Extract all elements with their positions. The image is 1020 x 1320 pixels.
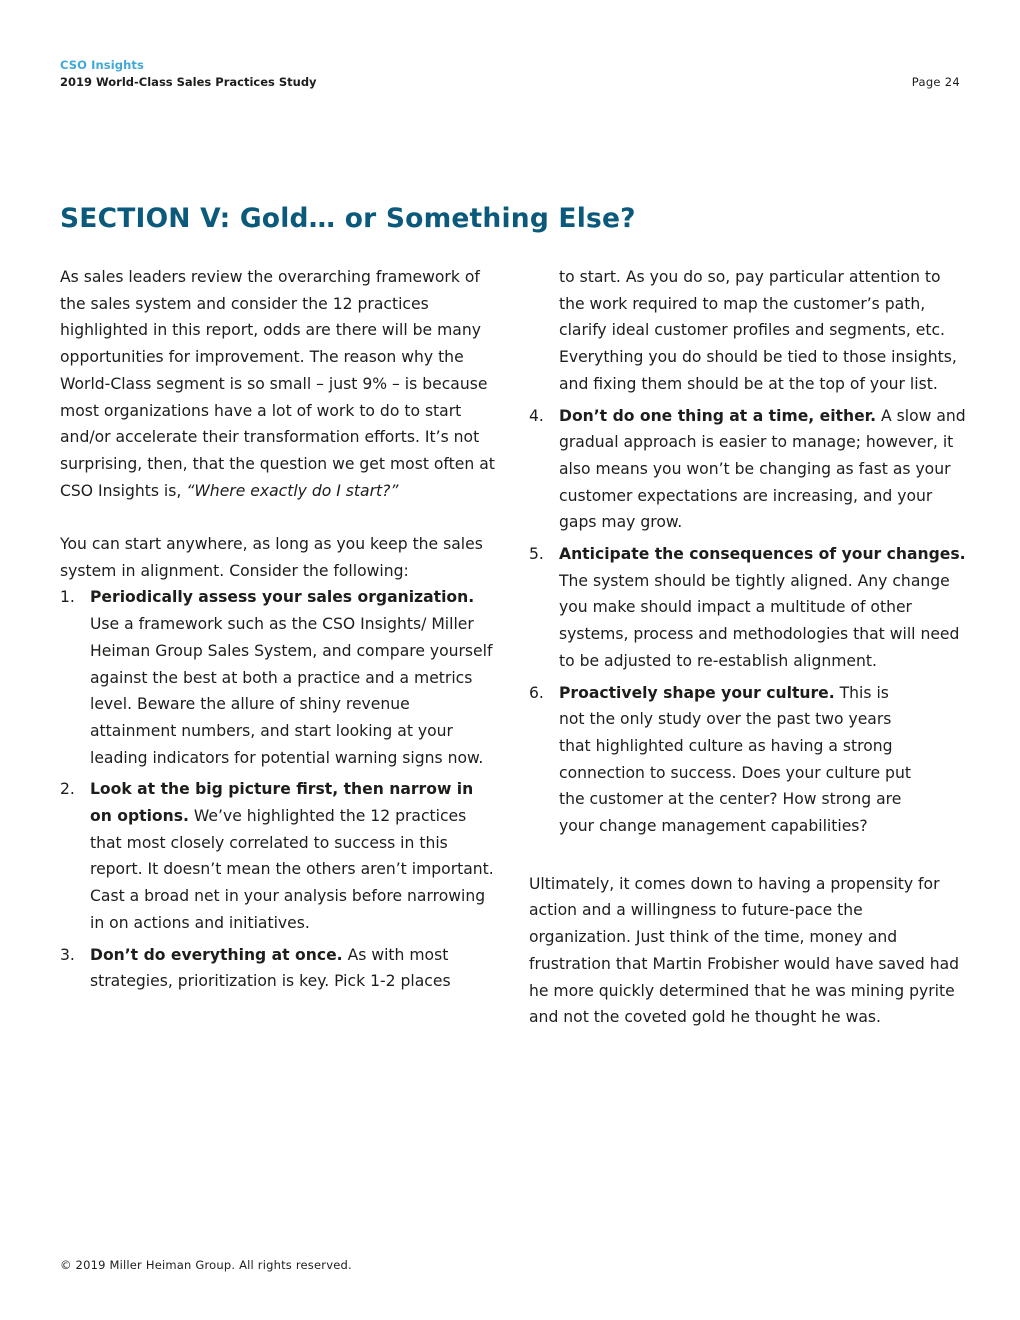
list-item-title: Anticipate the consequences of your changes. [559, 545, 966, 564]
list-item-title: Don’t do everything at once. [90, 945, 343, 964]
list-item-4 [529, 403, 969, 537]
section-title: SECTION V: Gold… or Something Else? [60, 203, 636, 234]
list-item-1 [60, 584, 500, 771]
list-item-3 [60, 942, 500, 995]
list-item-title: Proactively shape your culture. [559, 683, 835, 702]
list-item-body [90, 942, 500, 995]
study-title: 2019 World-Class Sales Practices Study [60, 75, 317, 89]
list-item-text: As with most strategies, prioritization is key. Pick 1-2 places [90, 945, 451, 991]
list-number: 4. [529, 406, 544, 425]
list-number: 3. [60, 945, 75, 964]
left-column [60, 264, 500, 995]
intro-quote: “Where exactly do I start?” [186, 481, 399, 500]
list-number: 1. [60, 588, 75, 607]
list-item-text: This is not the only study over the past two years that highlighted culture as having a strong connection to success. Does your culture put the customer at the center? How strong are your change management capabilities? [559, 683, 911, 836]
list-item-2 [60, 776, 500, 936]
list-number: 5. [529, 545, 544, 564]
list-item-body [90, 584, 500, 771]
lead-in-paragraph: You can start anywhere, as long as you keep the sales system in alignment. Consider the following: [60, 535, 483, 580]
brand-name: CSO Insights [60, 58, 144, 72]
list-item-6 [529, 680, 969, 840]
list-item-text: We’ve highlighted the 12 practices that most closely correlated to success in this report. It doesn’t mean the others aren’t important. Cast a broad net in your analysis before narrowing in on actions and initiatives. [90, 807, 494, 932]
list-number: 6. [529, 683, 544, 702]
list-item-title: Look at the big picture first, then narrow in on options. [90, 780, 474, 826]
list-item-title: Periodically assess your sales organization. [90, 588, 475, 607]
list-item-body [559, 541, 969, 675]
closing-paragraph: Ultimately, it comes down to having a propensity for action and a willingness to future-pace the organization. Just think of the time, money and frustration that Martin Frobisher would have saved had he more quickly determined that he was mining pyrite and not the coveted gold he thought he was. [529, 874, 960, 1027]
list-item-body [559, 680, 969, 840]
list-item-5 [529, 541, 969, 675]
list-item-3-continuation: to start. As you do so, pay particular attention to the work required to map the customer’s path, clarify ideal customer profiles and segments, etc. Everything you do should be tied to those insights, and fixing them should be at the top of your list. [559, 268, 957, 393]
right-column [529, 264, 969, 1031]
list-item-text: A slow and gradual approach is easier to manage; however, it also means you won’t be changing as fast as your customer expectations are increasing, and your gaps may grow. [559, 406, 966, 532]
list-item-body [90, 776, 500, 936]
copyright-footer: © 2019 Miller Heiman Group. All rights reserved. [60, 1258, 352, 1272]
intro-text: As sales leaders review the overarching framework of the sales system and consider the 12 practices highlighted in this report, odds are there will be many opportunities for improvement. The reason why the World-Class segment is so small – just 9% – is because most organizations have a lot of work to do to start and/or accelerate their transformation efforts. It’s not surprising, then, that the question we get most often at CSO Insights is, [60, 268, 495, 500]
list-item-text: Use a framework such as the CSO Insights/ Miller Heiman Group Sales System, and compare yourself against the best at both a practice and a metrics level. Beware the allure of shiny revenue attainment numbers, and start looking at your leading indicators for potential warning signs now. [90, 615, 493, 767]
list-item-title: Don’t do one thing at a time, either. [559, 406, 877, 425]
intro-paragraph [60, 264, 500, 504]
list-item-body [559, 403, 969, 537]
list-item-text: The system should be tightly aligned. Any change you make should impact a multitude of other systems, process and methodologies that will need to be adjusted to re-establish alignment. [559, 571, 960, 670]
page-number: Page 24 [911, 75, 960, 89]
list-number: 2. [60, 780, 75, 799]
